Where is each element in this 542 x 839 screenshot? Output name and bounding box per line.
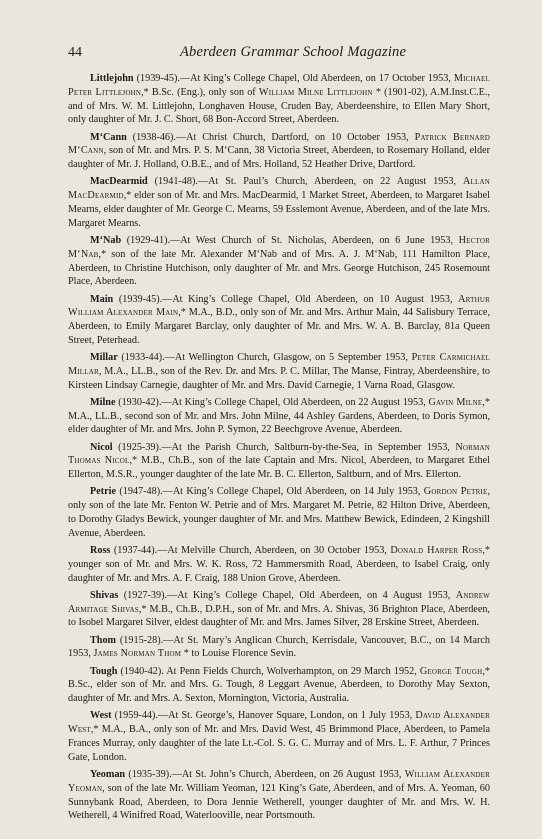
notice-text: ,* M.A., LL.B., second son of Mr. and Mrs. John Milne, 44 Ashley Gardens, Aberdeen, to Doris Symon, elder daughter of Mr. and Mrs. John P. Symon, 22 Beechgrove Avenue, Aberdeen. xyxy=(68,396,490,436)
notice-surname: Millar xyxy=(90,352,118,364)
notice-surname: Thom xyxy=(90,634,117,646)
person-name: Donald Harper Ross xyxy=(390,545,483,557)
notice-text: ,* M.A., B.D., only son of Mr. and Mrs. Arthur Main, 44 Salisbury Terrace, Aberdeen, to Emily Margaret Barclay, only daughter of Mr. and Mrs. W. A. B. Barclay, 81a Queen Street, Peterhead. xyxy=(68,307,490,346)
notice-text: ,* elder son of Mr. and Mrs. MacDearmid, 1 Market Street, Aberdeen, to Margaret Isabel Mearns, elder daughter of Mr. George C. Mearns, 59 Esslemont Avenue, Aberdeen, and of the late Mrs. Margaret Mearns. xyxy=(68,190,490,229)
marriage-notice xyxy=(68,441,490,482)
marriage-notice xyxy=(68,589,490,630)
person-name: William Alexander Yeoman xyxy=(68,768,490,794)
marriage-notice xyxy=(68,175,490,230)
notice-surname: Petrie xyxy=(90,486,117,498)
notice-surname: MacDearmid xyxy=(90,176,148,188)
page-number: 44 xyxy=(68,45,82,60)
notice-text: (1933-44).—At Wellington Church, Glasgow, on 5 September 1953, xyxy=(117,352,412,364)
notice-text: ,* M.B., Ch.B., D.P.H., son of Mr. and Mrs. A. Shivas, 36 Brighton Place, Aberdeen, to Isobel Margaret Silver, eldest daughter of Mr. and Mrs. James Silver, 28 Erskine Street, Aberdeen. xyxy=(68,603,490,629)
marriage-notice xyxy=(68,131,490,172)
person-name: William Milne Littlejohn xyxy=(258,86,373,98)
notice-text: (1915-28).—At St. Mary’s Anglican Church, Kerrisdale, Vancouver, B.C., on 14 March 1953, xyxy=(68,634,490,660)
person-name: Hector M‘Nab xyxy=(68,234,490,260)
marriage-notice xyxy=(68,665,490,706)
person-name: Andrew Armitage Shivas xyxy=(68,589,490,615)
notice-text: , M.A., LL.B., son of the Rev. Dr. and Mrs. P. C. Millar, The Manse, Fintray, Aberdeenshire, to Kirsteen Lindsay Carnegie, daughter of Mr. and Mrs. David Carnegie, 1 Varna Road, Glasgow. xyxy=(68,365,490,391)
notice-text: ,* younger son of Mr. and Mrs. W. K. Ross, 72 Hammersmith Road, Aberdeen, to Isabel Craig, only daughter of Mr. and Mrs. A. F. Craig, 188 Union Grove, Aberdeen. xyxy=(68,545,491,584)
notice-text: ,* son of the late Mr. Alexander M‘Nab and of Mrs. A. J. M‘Nab, 111 Hamilton Place, Aberdeen, to Christine Hutchison, only daughter of Mr. and Mrs. George Hutchison, 245 Rosemount Place, Aberdeen. xyxy=(68,248,490,288)
running-title: Aberdeen Grammar School Magazine xyxy=(180,44,407,60)
marriage-notice xyxy=(68,544,490,585)
notice-text: (1939-45).—At King’s College Chapel, Old Aberdeen, on 17 October 1953, xyxy=(133,73,454,84)
person-name: James Norman Thom xyxy=(93,648,182,660)
person-name: Norman Thomas Nicol xyxy=(68,441,490,467)
notice-surname: Littlejohn xyxy=(90,73,134,84)
notice-text: ,* M.B., Ch.B., son of the late Captain and Mrs. Nicol, Aberdeen, to Margaret Ethel Ellerton, M.S.R., younger daughter of the late Mr. B. C. Ellerton, Saltburn, and of Mrs. Ellerton. xyxy=(68,455,491,481)
notice-text: * (1901-02), A.M.Inst.C.E., and of Mrs. W. M. Littlejohn, Longhaven House, Cruden Bay, Aberdeenshire, to Ellen Mary Short, only daughter of Mr. J. C. Short, 68 Bon-Accord Street, Aberdeen. xyxy=(68,86,490,126)
marriage-notice xyxy=(68,351,490,392)
notice-text: (1929-41).—At West Church of St. Nicholas, Aberdeen, on 6 June 1953, xyxy=(121,234,459,246)
notice-surname: Yeoman xyxy=(90,768,126,780)
notice-text: (1930-42).—At King’s College Chapel, Old Aberdeen, on 22 August 1953, xyxy=(115,396,429,408)
marriage-notice xyxy=(68,768,490,823)
notice-text: (1937-44).—At Melville Church, Aberdeen, on 30 October 1953, xyxy=(110,545,391,557)
notice-text: (1947-48).—At King’s College Chapel, Old Aberdeen, on 14 July 1953, xyxy=(116,486,424,498)
notice-surname: Shivas xyxy=(90,589,119,601)
notice-surname: Milne xyxy=(90,396,116,408)
person-name: Gordon Petrie xyxy=(423,486,488,498)
page-header xyxy=(68,44,490,68)
marriage-notices xyxy=(68,72,490,823)
notice-text: ,* B.Sc. (Eng.), only son of xyxy=(141,86,259,98)
person-name: Michael Peter Littlejohn xyxy=(68,73,490,98)
notice-text: ,* B.Sc., elder son of Mr. and Mrs. G. Tough, 8 Leggart Avenue, Aberdeen, to Dorothy May Sexton, daughter of Mr. and Mrs. A. Sexton, Mornington, Victoria, Australia. xyxy=(68,665,490,705)
person-name: George Tough xyxy=(419,665,483,677)
notice-surname: West xyxy=(90,710,112,722)
person-name: David Alexander West xyxy=(68,710,490,736)
marriage-notice xyxy=(68,485,490,540)
notice-surname: Main xyxy=(90,293,114,305)
notice-text: * to Louise Florence Sevin. xyxy=(181,648,297,660)
notice-text: , son of the late Mr. William Yeoman, 121 King’s Gate, Aberdeen, and of Mrs. A. Yeoman, 60 Sunnybank Road, Aberdeen, to Dora Jennie Wetherell, younger daughter of Mr. and Mrs. W. H. Wetherell, 4 Winifred Road, Waterlooville, near Portsmouth. xyxy=(68,782,490,822)
notice-text: (1927-39).—At King’s College Chapel, Old Aberdeen, on 4 August 1953, xyxy=(118,589,456,601)
notice-text: (1938-46).—At Christ Church, Dartford, on 10 October 1953, xyxy=(126,131,415,143)
notice-surname: M‘Cann xyxy=(90,131,127,143)
marriage-notice xyxy=(68,234,490,289)
person-name: Peter Carmichael Millar xyxy=(68,352,490,377)
person-name: Arthur William Alexander Main xyxy=(68,293,490,319)
notice-surname: M‘Nab xyxy=(90,234,122,246)
notice-surname: Nicol xyxy=(90,441,113,453)
notice-surname: Tough xyxy=(90,665,118,677)
notice-text: , only son of the late Mr. Fenton W. Petrie and of Mrs. Margaret M. Petrie, 82 Hilton Drive, Aberdeen, to Dorothy Gladys Bewick, younger daughter of Mr. and Mrs. Matthew Bewick, Edindeen, 2 Kingshill Avenue, Aberdeen. xyxy=(68,486,491,539)
marriage-notice xyxy=(68,72,490,127)
notice-text: (1925-39).—At the Parish Church, Saltburn-by-the-Sea, in September 1953, xyxy=(112,441,456,453)
marriage-notice xyxy=(68,709,490,764)
notice-surname: Ross xyxy=(90,545,111,557)
person-name: Allan MacDearmid xyxy=(68,176,490,202)
notice-text: , son of Mr. and Mrs. P. S. M‘Cann, 38 Victoria Street, Aberdeen, to Rosemary Holland, elder daughter of Mr. J. Holland, O.B.E., and of Mrs. Holland, 52 Heather Drive, Dartford. xyxy=(68,145,490,171)
person-name: Gavin Milne xyxy=(428,396,483,408)
marriage-notice xyxy=(68,634,490,662)
marriage-notice xyxy=(68,396,490,437)
notice-text: (1959-44).—At St. George’s, Hanover Square, London, on 1 July 1953, xyxy=(111,710,416,722)
notice-text: (1940-42). At Penn Fields Church, Wolverhampton, on 29 March 1952, xyxy=(117,665,420,677)
notice-text: (1939-45).—At King’s College Chapel, Old Aberdeen, on 10 August 1953, xyxy=(113,293,459,305)
notice-text: ,* M.A., B.A., only son of Mr. and Mrs. David West, 45 Brimmond Place, Aberdeen, to Pamela Frances Murray, only daughter of the late Lt.-Col. S. G. C. Murray and of Mrs. L. F. Arthur, 7 Princes Gate, London. xyxy=(68,724,490,763)
notice-text: (1935-39).—At St. John’s Church, Aberdeen, on 26 August 1953, xyxy=(125,768,405,780)
notice-text: (1941-48).—At St. Paul’s Church, Aberdeen, on 22 August 1953, xyxy=(147,176,463,188)
marriage-notice xyxy=(68,293,490,348)
person-name: Patrick Bernard M‘Cann xyxy=(68,131,490,157)
